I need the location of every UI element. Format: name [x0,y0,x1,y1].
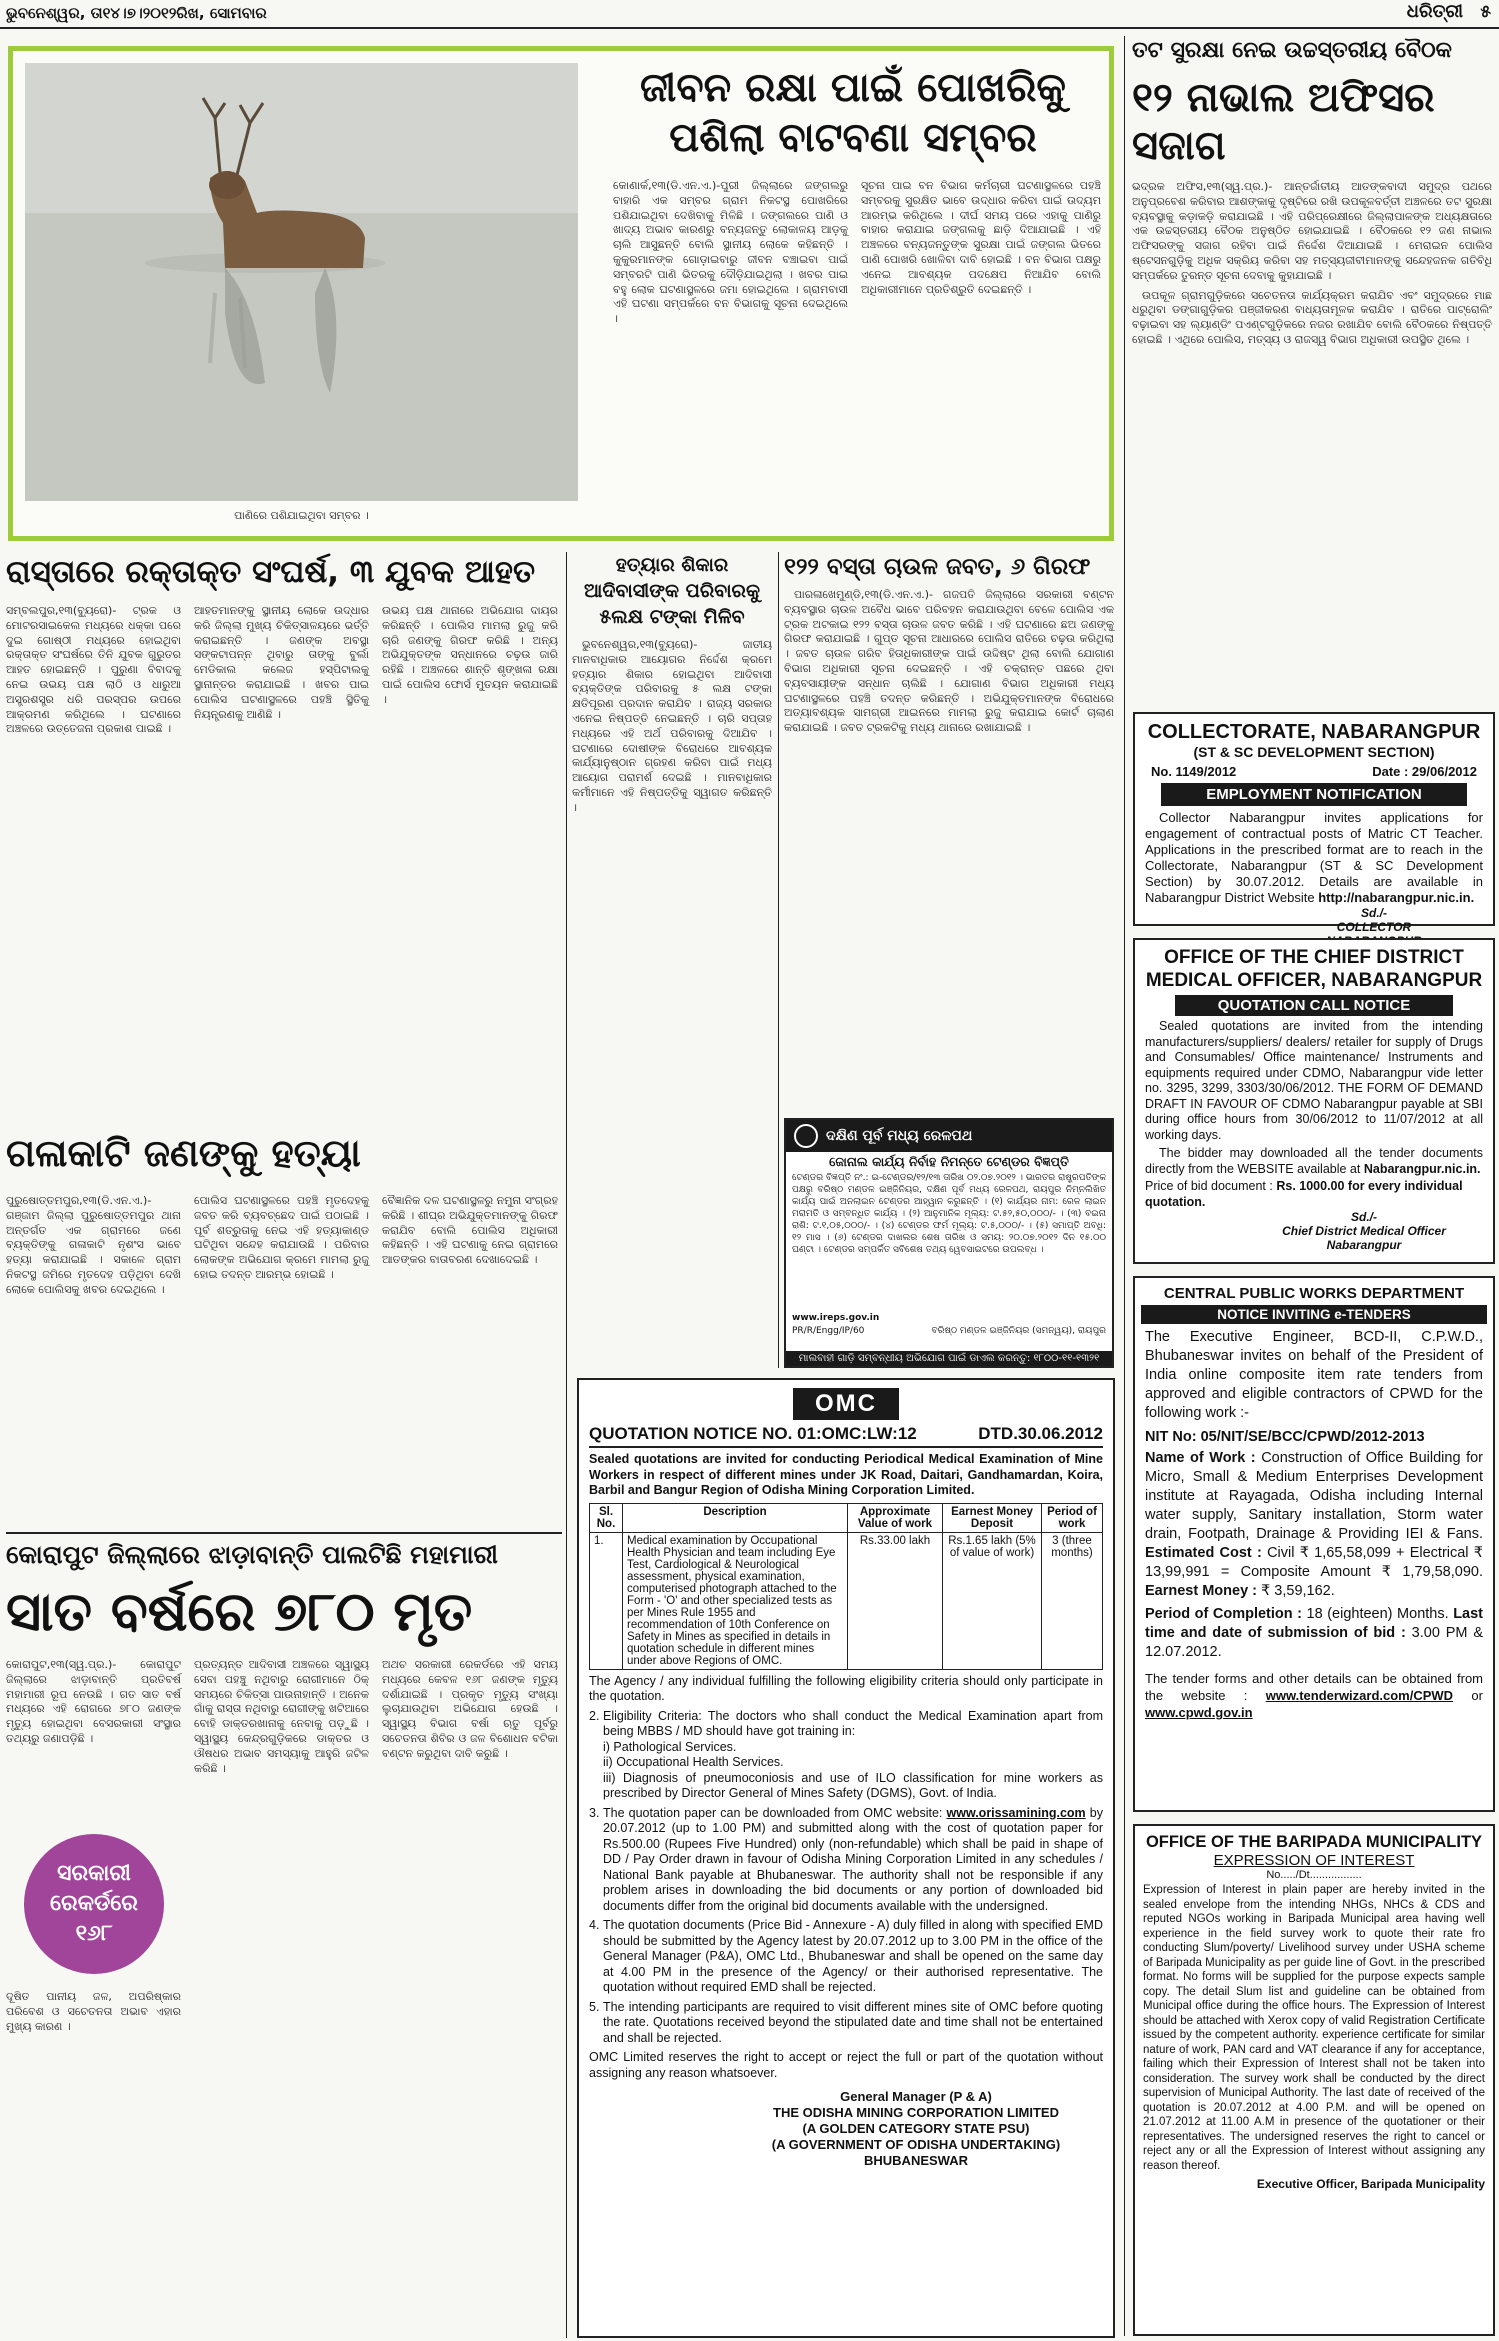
cpwd-last: 3.00 PM & 12.07.2012. [1145,1625,1483,1660]
rice-story [784,552,1114,1102]
deer-body-col2: ସୂଚନା ପାଇ ବନ ବିଭାଗ କର୍ମଚାରୀ ଘଟଣାସ୍ଥଳରେ ପହଞ୍ଚି ସମ୍ବରକୁ ସୁରକ୍ଷିତ ଭାବେ ଉଦ୍ଧାର କରିବା ପାଇଁ ଉଦ୍ୟମ ଆରମ୍ଭ କରିଥିଲେ । ଦୀର୍ଘ ସମୟ ପରେ ଏହାକୁ ପାଣିରୁ ବାହାର କରାଯାଇ ଜଙ୍ଗଲକୁ ଛାଡ଼ି ଦିଆଯାଇଛି । ଏହି ଅଞ୍ଚଳରେ ବନ୍ୟଜନ୍ତୁଙ୍କ ସୁରକ୍ଷା ପାଇଁ ଜଙ୍ଗଲ ଭିତରେ ପାଣି ପୋଖରି ଖୋଳିବା ଦାବି ହୋଇଛି । ବନ ବିଭାଗ ପକ୍ଷରୁ ଏନେଇ ଆବଶ୍ୟକ ପଦକ୍ଷେପ ନିଆଯିବ ବୋଲି ଅଧିକାରୀମାନେ ପ୍ରତିଶ୍ରୁତି ଦେଇଛନ୍ତି । [861,179,1101,296]
railway-header [786,1120,1112,1152]
clash-body-col3: ଉଭୟ ପକ୍ଷ ଥାନାରେ ଅଭିଯୋଗ ଦାୟର କରିଛନ୍ତି । ପୋଲିସ ମାମଲା ରୁଜୁ କରି ଚାରି ଜଣଙ୍କୁ ଗିରଫ କରିଛି । ଅନ୍ୟ ଅଭିଯୁକ୍ତଙ୍କ ସନ୍ଧାନରେ ଚଢ଼ଉ ଜାରି ରହିଛି । ଅଞ୍ଚଳରେ ଶାନ୍ତି ଶୃଙ୍ଖଳା ରକ୍ଷା ପାଇଁ ପୋଲିସ ଫୋର୍ସ ମୁତୟନ କରାଯାଇଛି । [382,604,558,706]
railway-logo-icon [794,1124,818,1148]
murder-headline: ଗଳାକାଟି ଜଣଙ୍କୁ ହତ୍ୟା [6,1131,361,1175]
cdmo-signature [1245,1210,1483,1252]
murder-body-col2: ପୋଲିସ ଘଟଣାସ୍ଥଳରେ ପହଞ୍ଚି ମୃତଦେହକୁ ଜବତ କରି ବ୍ୟବଚ୍ଛେଦ ପାଇଁ ପଠାଇଛି । ପୂର୍ବ ଶତ୍ରୁତାକୁ ନେଇ ଏହି ହତ୍ୟାକାଣ୍ଡ ଘଟିଥିବା ସନ୍ଦେହ କରାଯାଉଛି । ପରିବାର ଲୋକଙ୍କ ଅଭିଯୋଗ କ୍ରମେ ମାମଲା ରୁଜୁ ହୋଇ ତଦନ୍ତ ଆରମ୍ଭ ହୋଇଛି । [194,1194,369,1281]
collectorate-date: Date : 29/06/2012 [1372,764,1477,779]
railway-website[interactable]: www.ireps.gov.in [792,1313,880,1323]
column-rule-left [566,552,567,2338]
koraput-body-col3: ଅଥଚ ସରକାରୀ ରେକର୍ଡରେ ଏହି ସମୟ ମଧ୍ୟରେ କେବଳ ୧୬୮ ଜଣଙ୍କ ମୃତ୍ୟୁ ଦର୍ଶାଯାଇଛି । ପ୍ରକୃତ ମୃତ୍ୟୁ ସଂଖ୍ୟା ଲୁଚାଯାଉଥିବା ଅଭିଯୋଗ ହେଉଛି । ସ୍ୱାସ୍ଥ୍ୟ ବିଭାଗ ବର୍ଷା ଋତୁ ପୂର୍ବରୁ ସଚେତନତା ଶିବିର ଓ ଜଳ ବିଶୋଧନ ବଟିକା ବଣ୍ଟନ କରୁଥିବା ଦାବି କରୁଛି । [382,1658,558,1760]
cpwd-emd: ₹ 3,59,162. [1261,1583,1335,1599]
rice-body: ପାରଳାଖେମୁଣ୍ଡି,୧୩(ଡି.ଏନ.ଏ.)- ଗଜପତି ଜିଲ୍ଲାରେ ସରକାରୀ ବଣ୍ଟନ ବ୍ୟବସ୍ଥାର ଚାଉଳ ଅବୈଧ ଭାବେ ପରିବହନ କରାଯାଉଥିବା ବେଳେ ପୋଲିସ ଏକ ଟ୍ରକ ଅଟକାଇ ୧୨୨ ବସ୍ତା ଚାଉଳ ଜବତ କରିଛି । ଏହି ଘଟଣାରେ ଛଅ ଜଣଙ୍କୁ ଗିରଫ କରାଯାଇଛି । ଗୁପ୍ତ ସୂଚନା ଆଧାରରେ ପୋଲିସ ରାତିରେ ଚଢ଼ଉ କରିଥିଲା । ଜବତ ଚାଉଳ ଗରିବ ହିତାଧିକାରୀଙ୍କ ପାଇଁ ଉଦ୍ଦିଷ୍ଟ ଥିଲା ବୋଲି ଯୋଗାଣ ବିଭାଗ ଅଧିକାରୀ ସୂଚନା ଦେଇଛନ୍ତି । ଏହି ଚକ୍ରାନ୍ତ ପଛରେ ଥିବା ବ୍ୟବସାୟୀଙ୍କ ସନ୍ଧାନ ଚାଲିଛି । ଯୋଗାଣ ବିଭାଗ ଅଧିକାରୀ ମଧ୍ୟ ଘଟଣାସ୍ଥଳରେ ପହଞ୍ଚି ତଦନ୍ତ କରିଛନ୍ତି । ଅଭିଯୁକ୍ତମାନଙ୍କ ବିରୋଧରେ ଅତ୍ୟାବଶ୍ୟକ ସାମଗ୍ରୀ ଆଇନରେ ମାମଲା ରୁଜୁ କରାଯାଇ କୋର୍ଟ ଚାଲାଣ କରାଯାଇଛି । ଜବତ ଟ୍ରକଟିକୁ ମଧ୍ୟ ଥାନାରେ ରଖାଯାଇଛି । [784,588,1114,735]
cdmo-body-2: The bidder may downloaded all the tender documents directly from the WEBSITE available at [1145,1146,1483,1176]
deer-story-frame [8,46,1114,541]
cpwd-title: CENTRAL PUBLIC WORKS DEPARTMENT [1163,1285,1465,1302]
cpwd-bar: NOTICE INVITING e-TENDERS [1141,1305,1487,1324]
omc-signature [729,2089,1103,2169]
column-rule-mid [778,552,779,1368]
koraput-story [6,1538,562,2338]
baripada-no: No...../Dt................. [1266,1869,1362,1881]
omc-th-desc: Description [623,1503,848,1532]
omc-sig-2: THE ODISHA MINING CORPORATION LIMITED [773,2105,1059,2120]
collectorate-sub: (ST & SC DEVELOPMENT SECTION) [1193,744,1435,760]
omc-website[interactable]: www.orissamining.com [946,1805,1086,1820]
koraput-body-col1b: ଦୂଷିତ ପାନୀୟ ଜଳ, ଅପରିଷ୍କାର ପରିବେଶ ଓ ସଚେତନତା ଅଭାବ ଏହାର ମୁଖ୍ୟ କାରଣ । [6,1990,181,2033]
coast-body-2: ଉପକୂଳ ଗ୍ରାମଗୁଡ଼ିକରେ ସଚେତନତା କାର୍ଯ୍ୟକ୍ରମ କରାଯିବ ଏବଂ ସମୁଦ୍ରରେ ମାଛ ଧରୁଥିବା ଡଙ୍ଗାଗୁଡ଼ିକର ପଞ୍ଜୀକରଣ ବାଧ୍ୟତାମୂଳକ କରାଯିବ । ରାତିରେ ପାଟ୍ରୋଲିଂ ବଢ଼ାଇବା ସହ ଲ୍ୟାଣ୍ଡିଂ ପଏଣ୍ଟଗୁଡ଼ିକରେ ନଜର ରଖାଯିବ ବୋଲି ବୈଠକରେ ନିଷ୍ପତ୍ତି ହୋଇଛି । ଏଥିରେ ପୋଲିସ, ମତ୍ସ୍ୟ ଓ ରାଜସ୍ୱ ବିଭାଗ ଅଧିକାରୀ ଉପସ୍ଥିତ ଥିଲେ । [1132,288,1493,346]
cpwd-body: The Executive Engineer, BCD-II, C.P.W.D., Bhubaneswar invites on behalf of the President of India online composite item rate tenders from approved and eligible contractors of CPWD for the following work :- [1145,1329,1483,1421]
rice-headline: ୧୨୨ ବସ୍ତା ଚାଉଳ ଜବତ, ୬ ଗିରଫ [784,554,1091,580]
koraput-body-col2: ପ୍ରତ୍ୟନ୍ତ ଆଦିବାସୀ ଅଞ୍ଚଳରେ ସ୍ୱାସ୍ଥ୍ୟ ସେବା ପହଞ୍ଚୁ ନଥିବାରୁ ରୋଗୀମାନେ ଠିକ୍ ସମୟରେ ଚିକିତ୍ସା ପାଉନାହାନ୍ତି । ଅନେକ ଗାଁକୁ ରାସ୍ତା ନଥିବାରୁ ରୋଗୀଙ୍କୁ ଖଟିଆରେ ବୋହି ଡାକ୍ତରଖାନାକୁ ନେବାକୁ ପଡ଼ୁଛି । ସ୍ୱାସ୍ଥ୍ୟ କେନ୍ଦ୍ରଗୁଡ଼ିକରେ ଡାକ୍ତର ଓ ଔଷଧର ଅଭାବ ସମସ୍ୟାକୁ ଆହୁରି ଜଟିଳ କରିଛି । [194,1658,369,1775]
murder-body-col1: ପୁରୁଷୋତ୍ତମପୁର,୧୩(ଡି.ଏନ.ଏ.)- ଗଞ୍ଜାମ ଜିଲ୍ଲା ପୁରୁଷୋତ୍ତମପୁର ଥାନା ଅନ୍ତର୍ଗତ ଏକ ଗ୍ରାମରେ ଜଣେ ବ୍ୟକ୍ତିଙ୍କୁ ଗଳାକାଟି ନୃଶଂସ ଭାବେ ହତ୍ୟା କରାଯାଇଛି । ସକାଳେ ଗ୍ରାମ ନିକଟସ୍ଥ ଜମିରେ ମୃତଦେହ ପଡ଼ିଥିବା ଦେଖି ଲୋକେ ପୋଲିସକୁ ଖବର ଦେଇଥିଲେ । [6,1194,181,1296]
coast-headline: ୧୨ ନାଭାଲ ଅଫିସର ସଜାଗ [1132,75,1435,169]
cpwd-website-1[interactable]: www.tenderwizard.com/CPWD [1265,1688,1454,1703]
deer-illustration [25,63,578,501]
deer-headline: ଜୀବନ ରକ୍ଷା ପାଇଁ ପୋଖରିକୁ ପଶିଲା ବାଟବଣା ସମ୍ବର [640,65,1066,161]
cpwd-last-label: Last time and date of submission of bid : [1145,1606,1484,1641]
omc-point-2: Eligibility Criteria: The doctors who shall conduct the Medical Examination apart from being MBBS / MD should have got training in: [603,1708,1103,1738]
page-header [0,0,1499,28]
cpwd-or: or [1471,1688,1483,1703]
omc-dtd: DTD.30.06.2012 [978,1424,1103,1443]
omc-cell-emd: Rs.1.65 lakh (5% of value of work) [943,1532,1042,1669]
omc-point-2-iii: iii) Diagnosis of pneumoconiosis and use of ILO classification for mine workers as prescribed by Director General of Mines Safety (DGMS), Govt. of India. [603,1770,1103,1800]
cpwd-work: Construction of Office Building for Micro, Small & Medium Enterprises Development institute at Rayagada, Odisha including Internal water supply, Sanitary installation, Storm water drain, Footpath, Drainage & Providing IEI & Fans. [1145,1450,1483,1542]
ad-cdmo [1133,938,1495,1264]
clash-story [6,552,562,1122]
cpwd-work-label: Name of Work : [1145,1450,1256,1466]
deer-body-col1: କୋଣାର୍କ,୧୩(ଡି.ଏନ.ଏ.)-ପୁରୀ ଜିଲ୍ଲାରେ ଜଙ୍ଗଲରୁ ବାହାରି ଏକ ସମ୍ବର ଗ୍ରାମ ନିକଟସ୍ଥ ପୋଖରିରେ ପଶିଯାଇଥିବା ଦେଖିବାକୁ ମିଳିଛି । ଜଙ୍ଗଲରେ ପାଣି ଓ ଖାଦ୍ୟ ଅଭାବ କାରଣରୁ ବନ୍ୟଜନ୍ତୁ ଲୋକାଳୟ ଆଡ଼କୁ ଚାଲି ଆସୁଛନ୍ତି ବୋଲି ସ୍ଥାନୀୟ ଲୋକେ କହିଛନ୍ତି । କୁକୁରମାନଙ୍କ ଗୋଡ଼ାଇବାରୁ ଜୀବନ ବଞ୍ଚାଇବା ପାଇଁ ସମ୍ବରଟି ପାଣି ଭିତରକୁ ଦୌଡ଼ିଯାଇଥିଲା । ଖବର ପାଇ ବହୁ ଲୋକ ଘଟଣାସ୍ଥଳରେ ଜମା ହୋଇଥିଲେ । ଗ୍ରାମବାସୀ ଏହି ଘଟଣା ସମ୍ପର୍କରେ ବନ ବିଭାଗକୁ ସୂଚନା ଦେଇଥିଲେ । [613,179,848,326]
omc-cell-desc: Medical examination by Occupational Health Physician and team including Eye Test, Cardiological & Neurological assessment, physical examination, computerised photograph attached to the Form - 'O' and other specialized tests as per Mines Rule 1955 and recommendation of 10th Conference on Safety in Mines as specified in details in quotation schedule in different mines under above Regions of OMC. [623,1532,848,1669]
omc-cell-period: 3 (three months) [1042,1532,1103,1669]
clash-headline: ରାସ୍ତାରେ ରକ୍ତାକ୍ତ ସଂଘର୍ଷ, ୩ ଯୁବକ ଆହତ [6,554,536,590]
collectorate-website[interactable]: http://nabarangpur.nic.in. [1318,890,1475,905]
cpwd-nit: NIT No: 05/NIT/SE/BCC/CPWD/2012-2013 [1145,1429,1425,1445]
murder-story [6,1128,562,1528]
clash-body-col1: ସମ୍ବଲପୁର,୧୩(ବ୍ୟୁରୋ)- ଟ୍ରକ ଓ ମୋଟରସାଇକେଲ ମଧ୍ୟରେ ଧକ୍କା ପରେ ଦୁଇ ଗୋଷ୍ଠୀ ମଧ୍ୟରେ ହୋଇଥିବା ରକ୍ତାକ୍ତ ସଂଘର୍ଷରେ ତିନି ଯୁବକ ଗୁରୁତର ଆହତ ହୋଇଛନ୍ତି । ପୁରୁଣା ବିବାଦକୁ ନେଇ ଉଭୟ ପକ୍ଷ ଲାଠି ଓ ଧାରୁଆ ଅସ୍ତ୍ରଶସ୍ତ୍ର ଧରି ପରସ୍ପର ଉପରେ ଆକ୍ରମଣ କରିଥିଲେ । ଘଟଣାରେ ଅଞ୍ଚଳରେ ଉତ୍ତେଜନା ପ୍ରକାଶ ପାଇଛି । [6,604,181,736]
omc-sig-4: (A GOVERNMENT OF ODISHA UNDERTAKING) [771,2137,1061,2152]
ad-collectorate [1133,712,1495,934]
koraput-kicker: କୋରାପୁଟ ଜିଲ୍ଲାରେ ଝାଡ଼ାବାନ୍ତି ପାଲଟିଛି ମହାମାରୀ [6,1540,498,1569]
omc-sig-3: (A GOLDEN CATEGORY STATE PSU) [802,2121,1030,2136]
coast-body: ଭଦ୍ରକ ଅଫିସ,୧୩(ସ୍ୱ.ପ୍ର.)- ଆନ୍ତର୍ଜାତୀୟ ଆତଙ୍କବାଦୀ ସମୁଦ୍ର ପଥରେ ଅନୁପ୍ରବେଶ କରିବାର ଆଶଙ୍କାକୁ ଦୃଷ୍ଟିରେ ରଖି ଉପକୂଳବର୍ତ୍ତୀ ଅଞ୍ଚଳରେ ତଟ ସୁରକ୍ଷା ବ୍ୟବସ୍ଥାକୁ କଡ଼ାକଡ଼ି କରାଯାଇଛି । ଏହି ପରିପ୍ରେକ୍ଷୀରେ ଜିଲ୍ଲାପାଳଙ୍କ ଅଧ୍ୟକ୍ଷତାରେ ଏକ ଉଚ୍ଚସ୍ତରୀୟ ବୈଠକ ଅନୁଷ୍ଠିତ ହୋଇଯାଇଛି । ବୈଠକରେ ୧୨ ଜଣ ନାଭାଲ ଅଫିସରଙ୍କୁ ସଜାଗ ରହିବା ପାଇଁ ନିର୍ଦ୍ଦେଶ ଦିଆଯାଇଛି । ମେରାଇନ ପୋଲିସ ଷ୍ଟେସନଗୁଡ଼ିକୁ ଅଧିକ ସକ୍ରିୟ କରିବା ସହ ମତ୍ସ୍ୟଜୀବୀମାନଙ୍କୁ ସନ୍ଦେହଜନକ ଗତିବିଧି ସମ୍ପର୍କରେ ତୁରନ୍ତ ସୂଚନା ଦେବାକୁ କୁହାଯାଇଛି । [1132,180,1492,282]
ad-cpwd [1133,1276,1495,1812]
cdmo-sig-3: Nabarangpur [1326,1238,1402,1252]
omc-cell-sl: 1. [590,1532,623,1669]
omc-table [589,1503,1103,1670]
koraput-body-col1: କୋରାପୁଟ,୧୩(ସ୍ୱ.ପ୍ର.)- କୋରାପୁଟ ଜିଲ୍ଲାରେ ଝାଡ଼ାବାନ୍ତି ପ୍ରତିବର୍ଷ ମହାମାରୀ ରୂପ ନେଉଛି । ଗତ ସାତ ବର୍ଷ ମଧ୍ୟରେ ଏହି ରୋଗରେ ୭୮୦ ଜଣଙ୍କ ମୃତ୍ୟୁ ହୋଇଥିବା ବେସରକାରୀ ସଂସ୍ଥାର ତଥ୍ୟରୁ ଜଣାପଡ଼ିଛି । [6,1658,181,1745]
omc-intro: Sealed quotations are invited for conducting Periodical Medical Examination of Mine Workers in respect of different mines under JK Road, Daitari, Gandhamardan, Koira, Barbil and Bangur Region of Odisha Mining Corporation Limited. [589,1452,1103,1497]
hunting-headline: ହତ୍ୟାର ଶିକାର ଆଦିବାସୀଙ୍କ ପରିବାରକୁ ୫ଲକ୍ଷ ଟଙ୍କା ମିଳିବ [583,554,761,628]
omc-sig-5: BHUBANESWAR [864,2153,968,2168]
cpwd-footer: The tender forms and other details can be obtained from the website : [1145,1671,1483,1703]
masthead-logo: ଧରିତ୍ରୀ [1406,1,1463,22]
page-number: ୫ [1480,2,1491,22]
koraput-badge-text: ସରକାରୀ ରେକର୍ଡରେ ୧୬୮ [50,1861,138,1946]
omc-title: QUOTATION NOTICE NO. 01:OMC:LW:12 [589,1424,917,1443]
coast-kicker: ତଟ ସୁରକ୍ଷା ନେଇ ଉଚ୍ଚସ୍ତରୀୟ ବୈଠକ [1132,38,1452,63]
cpwd-emd-label: Earnest Money : [1145,1583,1257,1599]
omc-point-4: The quotation documents (Price Bid - Annexure - A) duly filled in along with specified EMD should be submitted by the Agency latest by 20.07.2012 up to 3.00 PM in the office of the General Manager (P&A), OMC Ltd., Bhubaneswar and shall be opened on the same day at 4.00 PM in the presence of the Agency/ or their authorised representative. The quotation without required EMD shall be rejected. [603,1918,1103,1994]
cdmo-sig-2: Chief District Medical Officer [1282,1224,1446,1238]
omc-th-period: Period of work [1042,1503,1103,1532]
omc-point-3a: The quotation paper can be downloaded from OMC website: [603,1805,943,1820]
cdmo-website[interactable]: Nabarangpur.nic.in. [1363,1161,1481,1176]
dateline: ଭୁବନେଶ୍ୱର, ତା୧୪।୭।୨୦୧୨ରିଖ, ସୋମବାର [6,4,267,22]
cpwd-website-2[interactable]: www.cpwd.gov.in [1145,1705,1253,1720]
baripada-title: OFFICE OF THE BARIPADA MUNICIPALITY [1145,1833,1483,1851]
coast-story [1132,36,1492,696]
cdmo-fee-label: Price of bid document : [1145,1179,1273,1193]
column-rule-right [1124,36,1125,2336]
hunting-body: ଭୁବନେଶ୍ୱର,୧୩(ବ୍ୟୁରୋ)- ଜାତୀୟ ମାନବାଧିକାର ଆୟୋଗର ନିର୍ଦ୍ଦେଶ କ୍ରମେ ହତ୍ୟାର ଶିକାର ହୋଇଥିବା ଆଦିବାସୀ ବ୍ୟକ୍ତିଙ୍କ ପରିବାରକୁ ୫ ଲକ୍ଷ ଟଙ୍କା କ୍ଷତିପୂରଣ ପ୍ରଦାନ କରାଯିବ । ରାଜ୍ୟ ସରକାର ଏନେଇ ନିଷ୍ପତ୍ତି ନେଇଛନ୍ତି । ଚାରି ସପ୍ତାହ ମଧ୍ୟରେ ଏହି ଅର୍ଥ ପରିବାରକୁ ଦିଆଯିବ । ଘଟଣାରେ ଦୋଷୀଙ୍କ ବିରୋଧରେ ଆବଶ୍ୟକ କାର୍ଯ୍ୟାନୁଷ୍ଠାନ ଗ୍ରହଣ କରିବା ପାଇଁ ମଧ୍ୟ ଆୟୋଗ ପରାମର୍ଶ ଦେଇଛି । ମାନବାଧିକାର କର୍ମୀମାନେ ଏହି ନିଷ୍ପତ୍ତିକୁ ସ୍ୱାଗତ କରିଛନ୍ତି । [572,638,772,814]
cdmo-sig-1: Sd./- [1351,1210,1377,1224]
omc-point-3b: by 20.07.2012 (up to 1.00 PM) and submitted along with the cost of quotation paper for Rs.500.00 (Rupees Five Hundred) only (non-refundable) which shall be paid in shape of DD / Pay Order drawn in favour of Odisha Mining Corporation Limited in any schedules / National Bank payable at Bhubaneswar. The authority shall not be responsible if any problem arises in downloading the bid documents or any portion of downloaded bid documents differ from the original bid documents available with the undersigned. [603,1805,1103,1913]
cpwd-period: 18 (eighteen) Months. [1306,1606,1449,1622]
collectorate-title: COLLECTORATE, NABARANGPUR [1147,721,1481,743]
ad-railway [784,1118,1114,1368]
railway-ref: PR/R/Engg/IP/60 [792,1326,865,1336]
table-row [590,1532,1103,1669]
collectorate-sig-2: COLLECTOR [1336,920,1412,934]
cdmo-body: Sealed quotations are invited from the intending manufacturers/suppliers/ dealers/ retailer for supply of Drugs and Consumables/ Office maintenance/ Instruments and equipments required under CDMO, Nabarangpur vide letter no. 3295, 3299, 3303/30/06/2012. THE FORM OF DEMAND DRAFT IN FAVOUR OF CDMO Nabarangpur payable at SBI during office hours from 30/06/2012 to 11/07/2012 at all working days. [1145,1019,1483,1142]
ad-omc: OMC QUOTATION NOTICE NO. 01:OMC:LW:12 DTD.30.06.2012 Sealed quotations are invited for conducting Periodical Medical Examination of Mine Workers in respect of different mines under JK Road, Daitari, Gandhamardan, Koira, Barbil and Bangur Region of Odisha Mining Corporation Limited. Sl. No. Description Approximate Value of work Earnest Money Deposit Period of work 1. Medical examination by Occupational Health Physician and team including Eye Test, Cardiological & Neurological assessment, physical examination, computerised photograph attached to the Form - 'O' and other specialized tests as per Mines Rule 1955 and recommendation of 10th Conference on Safety in Mines as specified in details in quotation schedule in different mines under above Regions of OMC. Rs.33.00 lakh Rs.1.65 lakh (5% of value of work) 3 (three months) The Agency / any individual fulfilling the following eligibility criteria should only participate in the quotation. 2. Eligibility Criteria: The doctors who shall conduct the Medical Examination apart from being MBBS / MD should have got training in: i) Pathological Services. ii) Occupational Health Services. iii) Diagnosis of pneumoconiosis and use of ILO classification for mine workers as prescribed by Director General of Mines Safety (DGMS), Govt. of India. 3. The quotation paper can be downloaded from OMC website: www.orissamining.com by 20.07.2012 (up to 1.00 PM) and submitted along with the cost of quotation paper for Rs.500.00 (Rupees Five Hundred) only (non-refundable) which shall be paid in shape of DD / Pay Order drawn in favour of Odisha Mining Corporation Limited in any schedules / National Bank payable at Bhubaneswar. The authority shall not be responsible if any problem arises in downloading the bid documents or any portion of downloaded bid documents differ from the original bid documents available with the undersigned. 4. The quotation documents (Price Bid - Annexure - A) duly filled in along with specified EMD should be submitted by the Agency latest by 20.07.2012 up to 3.00 PM in the office of the General Manager (P&A), OMC Ltd., Bhubaneswar and shall be opened on the same day at 4.00 PM in the presence of the Agency/ or their authorised representative. The quotation without required EMD shall be rejected. 5. The intending participants are required to visit different mines site of OMC before quoting the rate. Quotations received beyond the stipulated date and time shall not be entertained and shall be rejected. OMC Limited reserves the right to accept or reject the full or part of the quotation without assigning any reason whatsoever. General Manager (P & A) THE ODISHA MINING CORPORATION LIMITED (A GOLDEN CATEGORY STATE PSU) (A GOVERNMENT OF ODISHA UNDERTAKING) BHUBANESWAR [577,1378,1115,2338]
omc-th-sl: Sl. No. [590,1503,623,1532]
koraput-badge [24,1834,164,1974]
baripada-body: Expression of Interest in plain paper are hereby invited in the sealed envelope from the intending NHGs, NHCs & CDS and reputed NGOs working in Baripada Municipal area having well experience in the field survey work to quote their rate fro conducting Slum/poverty/ Livelihood survey under USHA scheme of Baripada Municipality as per guide line of Govt. in the prescribed format. No forms will be supplied for the purpose expects sample copy. The detail Slum list and guideline can be obtained from Municipal office during the office hours. The Expression of Interest should be attached with Xerox copy of valid Registration Certificate issued by the competent authority. experience certificate for similar nature of work, PAN card and VAT clearance if any for acceptance, failing which their Expression of Interest shall not be taken into consideration. The survey work shall be conducted by the direct supervision of Municipal Authority. The last date of received of the quotation is 20.07.2012 at 4.00 P.M. and will be opened on 21.07.2012 at 11.00 A.M in presence of the quotationer or their representatives. The undersigned reserves the right to cancel or reject any or all the Expression of Interest without assigning any reason thereof. [1143,1884,1485,2172]
omc-th-value: Approximate Value of work [848,1503,943,1532]
omc-logo: OMC [793,1388,899,1420]
cdmo-bar: QUOTATION CALL NOTICE [1175,995,1453,1016]
omc-th-emd: Earnest Money Deposit [943,1503,1042,1532]
railway-title: ଦକ୍ଷିଣ ପୂର୍ବ ମଧ୍ୟ ରେଳପଥ [826,1128,973,1144]
clash-body-col2: ଆହତମାନଙ୍କୁ ସ୍ଥାନୀୟ ଲୋକେ ଉଦ୍ଧାର କରି ଜିଲ୍ଲା ମୁଖ୍ୟ ଚିକିତ୍ସାଳୟରେ ଭର୍ତ୍ତି କରାଇଛନ୍ତି । ଜଣଙ୍କ ଅବସ୍ଥା ସଙ୍କଟାପନ୍ନ ଥିବାରୁ ତାଙ୍କୁ ବୁର୍ଲା ମେଡିକାଲ କଲେଜ ହସ୍ପିଟାଲକୁ ସ୍ଥାନାନ୍ତର କରାଯାଇଛି । ଖବର ପାଇ ପୋଲିସ ଘଟଣାସ୍ଥଳରେ ପହଞ୍ଚି ସ୍ଥିତିକୁ ନିୟନ୍ତ୍ରଣକୁ ଆଣିଛି । [194,604,369,721]
deer-photo [25,63,578,501]
railway-footer: ମାଲବାହୀ ଗାଡ଼ି ସମ୍ବନ୍ଧୀୟ ଅଭିଯୋଗ ପାଇଁ ଡାଏଲ କରନ୍ତୁ: ୧୮୦୦-୧୧-୧୩୨୧ [786,1351,1112,1366]
omc-point-1: The Agency / any individual fulfilling the following eligibility criteria should only participate in the quotation. [589,1673,1103,1703]
murder-bottom-rule [6,1532,562,1534]
omc-point-2-i: i) Pathological Services. [603,1739,737,1754]
railway-sub: ଜୋନାଲ କାର୍ଯ୍ୟ ନିର୍ବାହ ନିମନ୍ତେ ଟେଣ୍ଡର ବିଜ୍ଞପ୍ତି [829,1154,1069,1169]
collectorate-no: No. 1149/2012 [1151,764,1237,779]
collectorate-bar: EMPLOYMENT NOTIFICATION [1161,783,1467,806]
railway-sign: ବରିଷ୍ଠ ମଣ୍ଡଳ ଇଞ୍ଜିନିୟର (ସମନ୍ୱୟ), ରାୟପୁର [931,1326,1106,1336]
cdmo-title: OFFICE OF THE CHIEF DISTRICT MEDICAL OFFICER, NABARANGPUR [1145,947,1483,991]
cpwd-cost: Civil ₹ 1,65,58,099 + Electrical ₹ 13,99,991 = Composite Amount ₹ 1,79,58,090. [1145,1545,1483,1580]
murder-body-col3: ବୈଜ୍ଞାନିକ ଦଳ ଘଟଣାସ୍ଥଳରୁ ନମୁନା ସଂଗ୍ରହ କରିଛି । ଶୀଘ୍ର ଅଭିଯୁକ୍ତମାନଙ୍କୁ ଗିରଫ କରାଯିବ ବୋଲି ପୋଲିସ ଅଧିକାରୀ କହିଛନ୍ତି । ଏହି ଘଟଣାକୁ ନେଇ ଗ୍ରାମରେ ଆତଙ୍କର ବାତାବରଣ ଦେଖାଦେଇଛି । [382,1194,558,1267]
hunting-story [572,552,772,1362]
cdmo-fee-value: Rs. 1000.00 for every individual quotation. [1145,1179,1463,1209]
koraput-headline: ସାତ ବର୍ଷରେ ୭୮୦ ମୃତ [6,1580,473,1643]
cpwd-period-label: Period of Completion : [1145,1606,1302,1622]
ad-baripada [1133,1824,1495,2336]
omc-point-5: The intending participants are required to visit different mines site of OMC before quoting the rate. Quotations received beyond the stipulated date and time shall not be entertained and shall be rejected. [603,1999,1103,2045]
cpwd-cost-label: Estimated Cost : [1145,1545,1262,1561]
omc-cell-value: Rs.33.00 lakh [848,1532,943,1669]
omc-point-2-ii: ii) Occupational Health Services. [603,1755,784,1769]
header-rule [0,27,1499,29]
collectorate-body: Collector Nabarangpur invites applications for engagement of contractual posts of Matric CT Teacher. Applications in the prescribed format are to reach in the Collectorate, Nabarangpur (ST & SC Development Section) by 30.07.2012. Details are available in Nabarangpur District Website [1145,810,1483,905]
collectorate-sig-1: Sd./- [1361,906,1387,920]
baripada-signature: Executive Officer, Baripada Municipality [1256,2177,1485,2191]
baripada-sub: EXPRESSION OF INTEREST [1213,1852,1415,1869]
deer-caption: ପାଣିରେ ପଶିଯାଇଥିବା ସମ୍ବର । [234,509,369,522]
omc-point-6: OMC Limited reserves the right to accept or reject the full or part of the quotation without assigning any reason whatsoever. [589,2050,1103,2080]
omc-sig-1: General Manager (P & A) [840,2089,992,2104]
railway-body: ଟେଣ୍ଡର ବିଜ୍ଞପ୍ତି ନଂ.: ଇ-ଟେଣ୍ଡର/୧୨/୧୩ ତାରିଖ ୦୨.୦୭.୨୦୧୨ । ଭାରତର ରାଷ୍ଟ୍ରପତିଙ୍କ ପକ୍ଷରୁ ବରିଷ୍ଠ ମଣ୍ଡଳ ଇଞ୍ଜିନିୟର, ଦକ୍ଷିଣ ପୂର୍ବ ମଧ୍ୟ ରେଳପଥ, ରାୟପୁର ନିମ୍ନଲିଖିତ କାର୍ଯ୍ୟ ପାଇଁ ଅନଲାଇନ ଟେଣ୍ଡର ଆହ୍ୱାନ କରୁଛନ୍ତି । (୧) କାର୍ଯ୍ୟର ନାମ: ରେଳ ଲାଇନ ମରାମତି ଓ ସମ୍ବନ୍ଧିତ କାର୍ଯ୍ୟ । (୨) ଆନୁମାନିକ ମୂଲ୍ୟ: ଟ.୫୨,୫୦,୦୦୦/- । (୩) ବଇନା ରାଶି: ଟ.୧,୦୫,୦୦୦/- । (୪) ଟେଣ୍ଡର ଫର୍ମ ମୂଲ୍ୟ: ଟ.୫,୦୦୦/- । (୫) ସମାପ୍ତି ଅବଧି: ୧୨ ମାସ । (୬) ଟେଣ୍ଡର ଦାଖଲର ଶେଷ ତାରିଖ ଓ ସମୟ: ୨୦.୦୭.୨୦୧୨ ଦିନ ୧୫.୦୦ ଘଣ୍ଟା । ଟେଣ୍ଡର ସମ୍ପର୍କିତ ସବିଶେଷ ତଥ୍ୟ ୱେବସାଇଟରେ ଉପଲବ୍ଧ । [792,1173,1106,1255]
